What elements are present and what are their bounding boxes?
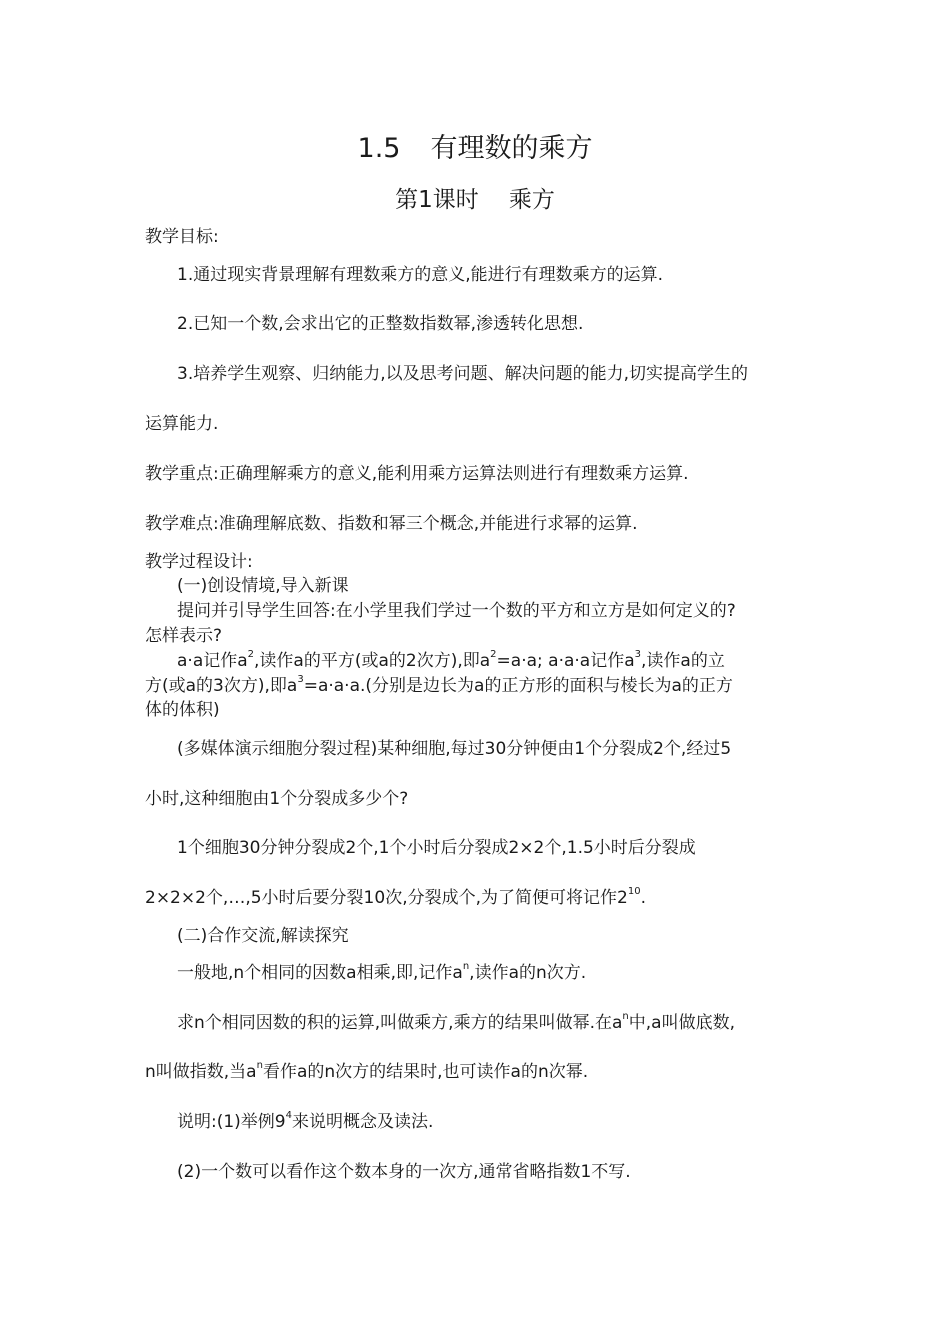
- goal-3-line-1: 3.培养学生观察、归纳能力,以及思考问题、解决问题的能力,切实提高学生的: [177, 364, 749, 384]
- process-heading: 教学过程设计:: [145, 552, 253, 572]
- split-line-1: 1个细胞30分钟分裂成2个,1个小时后分裂成2×2个,1.5小时后分裂成: [177, 838, 696, 858]
- note-2: (2)一个数可以看作这个数本身的一次方,通常省略指数1不写.: [177, 1162, 631, 1182]
- section-2-heading: (二)合作交流,解读探究: [177, 926, 349, 946]
- question-line-2: 怎样表示?: [145, 626, 223, 646]
- question-line-1: 提问并引导学生回答:在小学里我们学过一个数的平方和立方是如何定义的?: [177, 601, 736, 621]
- goals-heading: 教学目标:: [145, 227, 219, 247]
- section-1-heading: (一)创设情境,导入新课: [177, 576, 349, 596]
- note-1: 说明:(1)举例$9^4$来说明概念及读法.: [177, 1110, 434, 1132]
- goal-3-line-2: 运算能力.: [145, 414, 219, 434]
- page-title: 1.5 有理数的乘方: [357, 133, 593, 164]
- key-point: 教学重点:正确理解乘方的意义,能利用乘方运算法则进行有理数乘方运算.: [145, 464, 689, 484]
- goal-2: 2.已知一个数,会求出它的正整数指数幂,渗透转化思想.: [177, 314, 584, 334]
- general-definition: 一般地,n个相同的因数a相乘,即,记作$a^n$,读作a的n次方.: [177, 961, 587, 983]
- power-definition-line-1: 求n个相同因数的积的运算,叫做乘方,乘方的结果叫做幂.在$a^n$中,a叫做底数,: [177, 1011, 735, 1033]
- cube-definition-line-end: 体的体积): [145, 700, 220, 720]
- page-subtitle: 第1课时 乘方: [395, 187, 555, 213]
- cell-problem-line-1: (多媒体演示细胞分裂过程)某种细胞,每过30分钟便由1个分裂成2个,经过5: [177, 739, 732, 759]
- goal-1: 1.通过现实背景理解有理数乘方的意义,能进行有理数乘方的运算.: [177, 265, 664, 285]
- difficulty: 教学难点:准确理解底数、指数和幂三个概念,并能进行求幂的运算.: [145, 514, 638, 534]
- cube-definition-line: 方(或a的3次方),即$a^3=a\cdot a\cdot a$.(分别是边长为a的正方形的面积与棱长为a的正方: [145, 674, 733, 696]
- power-definition-line-2: n叫做指数,当$a^n$看作a的n次方的结果时,也可读作a的n次幂.: [145, 1060, 589, 1082]
- cell-problem-line-2: 小时,这种细胞由1个分裂成多少个?: [145, 789, 409, 809]
- square-definition-line: a·a记作$a^2$,读作a的平方(或a的2次方),即$a^2=a\cdot a$; a·a·a记作$a^3$,读作a的立: [177, 649, 725, 671]
- split-line-2: 2×2×2个,…,5小时后要分裂10次,分裂成个,为了简便可将记作$2^{10}$.: [145, 886, 646, 908]
